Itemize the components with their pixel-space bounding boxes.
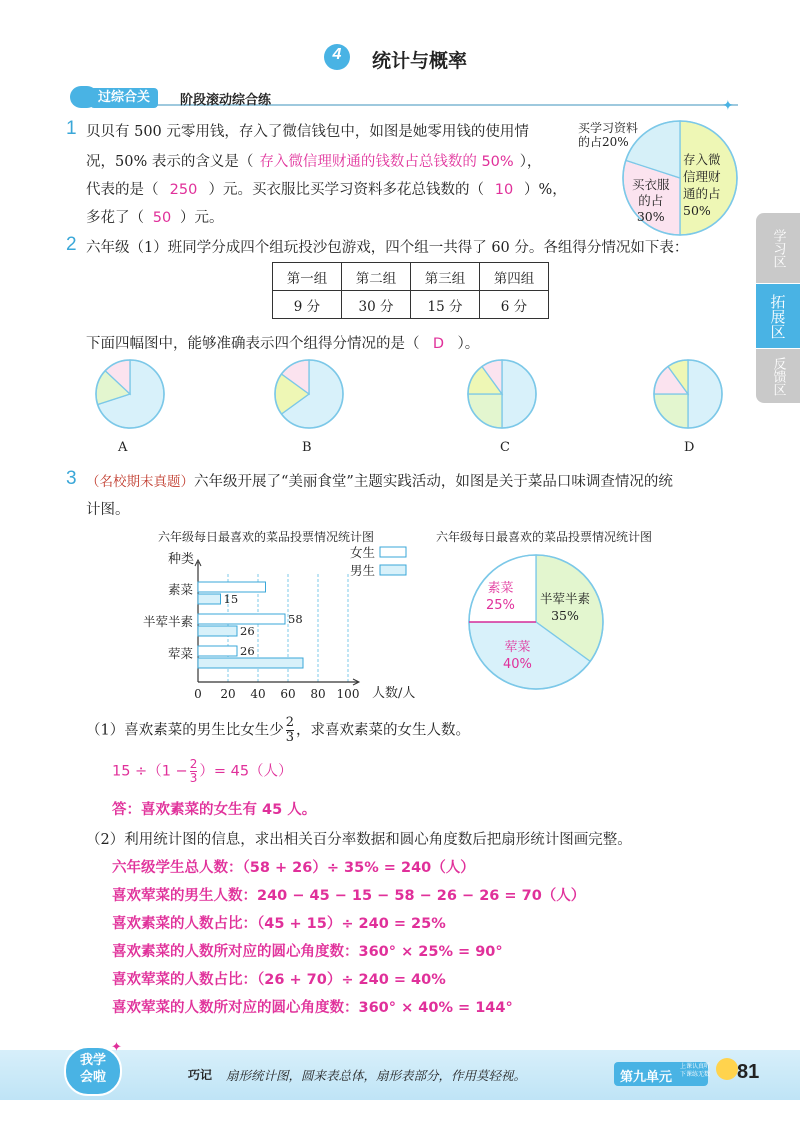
option-c-label: C: [500, 440, 510, 455]
q1-text: ）元。: [180, 210, 224, 226]
q3-calc2-line: 喜欢荤菜的男生人数：240 − 45 − 15 − 58 − 26 − 26 = 70（人）: [112, 888, 586, 904]
bar-male: [198, 658, 303, 668]
x-tick-label: 0: [194, 687, 202, 701]
q1-line3: [86, 178, 567, 199]
unit-number: 4: [332, 46, 342, 63]
x-tick-label: 100: [336, 687, 360, 701]
table-cell: 9 分: [273, 291, 342, 319]
x-tick-label: 80: [310, 687, 326, 701]
table-cell: 15 分: [411, 291, 480, 319]
bar-female: [198, 646, 237, 656]
q1-text: 况，50% 表示的含义是（: [86, 154, 254, 170]
option-b-pie: [273, 358, 345, 430]
tab-extend-area[interactable]: 拓展区: [756, 284, 800, 348]
page-title: 统计与概率: [372, 50, 468, 72]
q1-pie-label-clothes: 买衣服 的占 30%: [632, 177, 670, 224]
data-label: 15: [223, 592, 239, 606]
q3-line2: 计图。: [86, 502, 130, 518]
q1-answer-4: 50: [152, 210, 172, 226]
data-label: 26: [240, 624, 255, 638]
legend-male-swatch: [380, 565, 406, 575]
q1-text: 代表的是（: [86, 182, 159, 198]
category-label: 半荤半素: [142, 614, 193, 629]
q2-number: 2: [66, 234, 77, 255]
q3-calc2-line: 喜欢素菜的人数占比：（45 + 15）÷ 240 = 25%: [112, 916, 446, 932]
bar-chart-ylabel: 种类: [168, 552, 195, 567]
table-header: 第一组: [273, 263, 342, 291]
page-number: 81: [737, 1061, 760, 1083]
q3-tag: （名校期末真题）: [86, 474, 194, 490]
q1-text: 多花了（: [86, 210, 144, 226]
star-icon: ✦: [111, 1040, 122, 1055]
q3-calc2-line: 喜欢荤菜的人数占比：（26 + 70）÷ 240 = 40%: [112, 972, 446, 988]
q3-number: 3: [66, 468, 77, 489]
q2-question: [86, 332, 479, 353]
q1-line2: [86, 150, 541, 171]
q1-answer-1: 存入微信理财通的钱数占总钱数的 50%: [259, 154, 514, 170]
q3-calc2-line: 六年级学生总人数：（58 + 26）÷ 35% = 240（人）: [112, 860, 475, 876]
bar-male: [198, 626, 237, 636]
q3-calc2-line: 喜欢素菜的人数所对应的圆心角度数：360° × 25% = 90°: [112, 944, 503, 960]
table-header: 第四组: [480, 263, 549, 291]
pie-chart-title: 六年级每日最喜欢的菜品投票情况统计图: [436, 530, 653, 544]
data-label: 58: [288, 612, 303, 626]
legend-male-label: 男生: [350, 563, 376, 578]
q1-answer-3: 10: [494, 182, 514, 198]
banner-sub: 阶段滚动综合练: [180, 93, 272, 108]
option-b-label: B: [302, 440, 312, 455]
q3-sub2: （2）利用统计图的信息，求出相关百分率数据和圆心角度数后把扇形统计图画完整。: [86, 832, 632, 848]
pie-label-half: 半荤半素 35%: [540, 591, 591, 623]
footer-tip: 扇形统计图，圆来表总体，扇形表部分，作用莫轻视。: [226, 1068, 527, 1083]
option-d-pie: [652, 358, 724, 430]
pie-label-meat: 荤菜 40%: [503, 640, 532, 672]
pie-slice: [688, 360, 722, 428]
tab-feedback-area[interactable]: 反馈区: [756, 349, 800, 403]
star-icon: ✦: [722, 98, 734, 114]
q1-text: ），: [519, 154, 542, 170]
q2-text: 六年级（1）班同学分成四个组玩投沙包游戏，四个组一共得了 60 分。各组得分情况如下表：: [86, 240, 689, 256]
q3-sub1: [86, 716, 470, 745]
data-label: 26: [240, 644, 255, 658]
legend-female-label: 女生: [350, 545, 376, 560]
q3-text: ，求喜欢素菜的女生人数。: [296, 722, 471, 739]
bar-female: [198, 582, 266, 592]
q3-line1: [86, 470, 673, 491]
q2-score-table: [272, 262, 549, 319]
footer-small: 上课认真听 下课练无数: [680, 1063, 711, 1078]
q2-text: 下面四幅图中，能够准确表示四个组得分情况的是（: [86, 336, 420, 352]
q1-pie-label-wechat: 存入微 信理财 通的占 50%: [683, 152, 721, 218]
q1-text: ）%，: [524, 182, 567, 198]
bar-chart-title: 六年级每日最喜欢的菜品投票情况统计图: [158, 530, 375, 544]
option-a-label: A: [118, 440, 128, 455]
pie-label-vegetable: 素菜 25%: [486, 581, 515, 613]
footer-unit: 第九单元: [620, 1070, 673, 1085]
q1-pie-label-study: 买学习资料 的占20%: [578, 121, 639, 149]
option-d-label: D: [684, 440, 695, 455]
q1-line4: [86, 206, 224, 227]
q1-answer-2: 250: [169, 182, 198, 198]
table-header: 第二组: [342, 263, 411, 291]
option-c-pie: [466, 358, 538, 430]
banner-label: 过综合关: [90, 88, 158, 108]
bar-chart-xlabel: 人数/人: [372, 686, 416, 701]
q3-answer1: 答：喜欢素菜的女生有 45 人。: [112, 802, 317, 818]
footer-tip-label: 巧记: [188, 1068, 213, 1082]
category-label: 荤菜: [167, 646, 193, 661]
bar-chart: [130, 544, 420, 702]
bar-female: [198, 614, 285, 624]
bar-male: [198, 594, 221, 604]
pie-slice: [502, 360, 536, 428]
fraction: $\frac{2}{3}$: [285, 715, 295, 745]
q3-calc2-line: 喜欢荤菜的人数所对应的圆心角度数：360° × 40% = 144°: [112, 1000, 513, 1016]
table-cell: 6 分: [480, 291, 549, 319]
footer-badge-text: 我学 会啦: [79, 1053, 106, 1085]
q3-text: 六年级开展了“美丽食堂”主题实践活动，如图是关于菜品口味调查情况的统: [194, 474, 673, 490]
category-label: 素菜: [167, 582, 193, 597]
q2-text: ）。: [457, 336, 480, 352]
table-cell: 30 分: [342, 291, 411, 319]
q1-number: 1: [66, 118, 77, 139]
q3-text: （1）喜欢素菜的男生比女生少: [86, 722, 284, 739]
option-a-pie: [94, 358, 166, 430]
q1-line1: 贝贝有 500 元零用钱，存入了微信钱包中，如图是她零用钱的使用情: [86, 124, 529, 140]
mascot-icon: [716, 1058, 738, 1080]
table-header: 第三组: [411, 263, 480, 291]
q3-calc1: 15 ÷（1 − $\frac{2}{3}$ ）= 45（人）: [112, 757, 293, 785]
legend-female-swatch: [380, 547, 406, 557]
fraction: $\frac{2}{3}$: [189, 757, 198, 785]
x-tick-label: 20: [220, 687, 236, 701]
q2-answer: D: [432, 336, 445, 352]
x-tick-label: 40: [250, 687, 266, 701]
tab-study-area[interactable]: 学习区: [756, 213, 800, 283]
q1-text: ）元。买衣服比买学习资料多花总钱数的（: [208, 182, 484, 198]
x-tick-label: 60: [280, 687, 296, 701]
